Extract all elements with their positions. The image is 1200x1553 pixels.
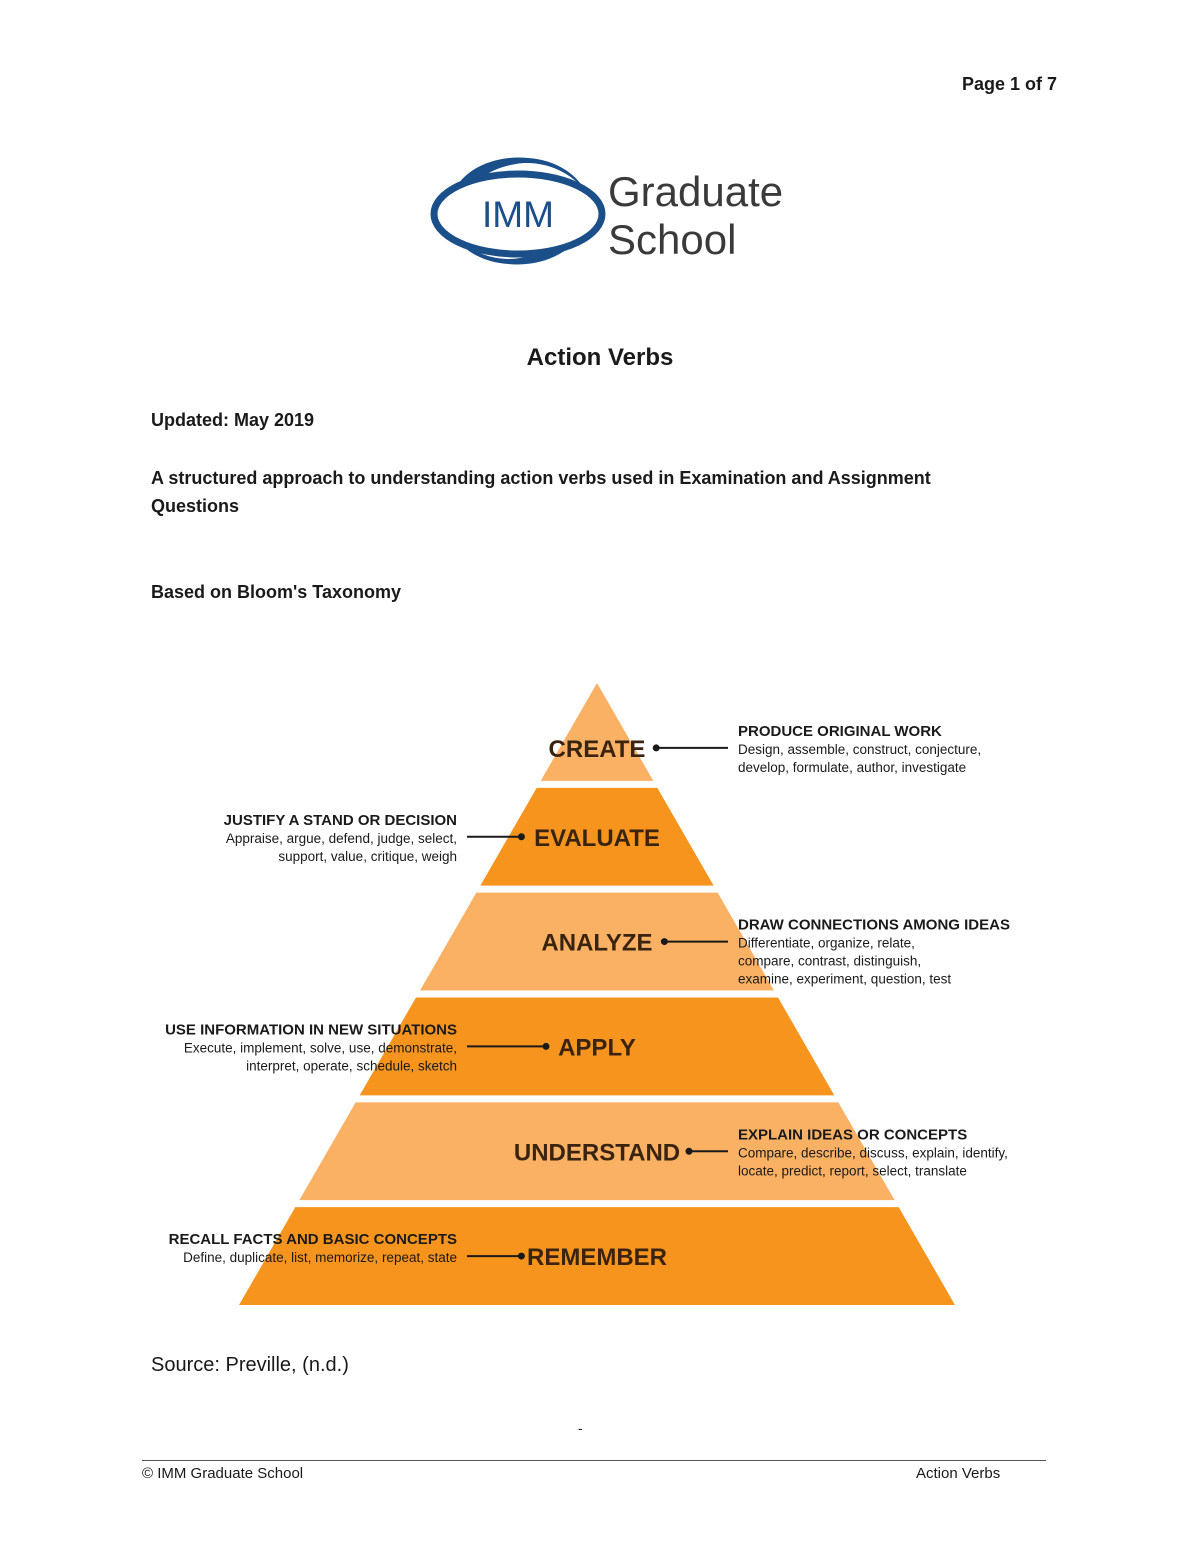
updated-date: Updated: May 2019	[151, 410, 315, 430]
level-verbs-evaluate-1: Appraise, argue, defend, judge, select,	[225, 830, 457, 846]
level-verbs-analyze-2: compare, contrast, distinguish,	[738, 953, 922, 969]
level-verbs-evaluate-2: support, value, critique, weigh	[278, 848, 457, 864]
based-on: Based on Bloom's Taxonomy	[151, 582, 401, 602]
page-prefix: Page	[962, 74, 1011, 94]
tier-label-analyze: ANALYZE	[541, 929, 653, 957]
tier-label-remember: REMEMBER	[526, 1244, 668, 1272]
level-heading-create: PRODUCE ORIGINAL WORK	[738, 722, 942, 740]
level-verbs-apply-2: interpret, operate, schedule, sketch	[246, 1058, 457, 1074]
level-verbs-understand-1: Compare, describe, discuss, explain, identify,	[738, 1145, 1008, 1161]
level-heading-understand: EXPLAIN IDEAS OR CONCEPTS	[738, 1126, 968, 1144]
logo-line1: Graduate	[608, 168, 784, 215]
level-heading-apply: USE INFORMATION IN NEW SITUATIONS	[165, 1021, 457, 1039]
connector-dot-create	[653, 744, 660, 751]
imm-logo-mark	[434, 158, 602, 265]
page-marker: -	[578, 1420, 583, 1436]
footer-doc-name: Action Verbs	[916, 1465, 1001, 1482]
imm-logo	[428, 146, 788, 276]
level-heading-analyze: DRAW CONNECTIONS AMONG IDEAS	[738, 916, 1010, 934]
logo-line2: School	[608, 216, 737, 263]
page-number	[962, 74, 1057, 95]
logo-mark-text: IMM	[482, 194, 554, 235]
level-heading-remember: RECALL FACTS AND BASIC CONCEPTS	[168, 1231, 457, 1249]
connector-dot-apply	[543, 1043, 550, 1050]
page-current: 1	[1010, 74, 1021, 94]
level-verbs-analyze-1: Differentiate, organize, relate,	[738, 935, 915, 951]
tier-label-understand: UNDERSTAND	[513, 1139, 681, 1167]
description: A structured approach to understanding action verbs used in Examination and Assignment Questions	[151, 468, 931, 516]
level-verbs-create-2: develop, formulate, author, investigate	[738, 759, 967, 775]
level-verbs-analyze-3: examine, experiment, question, test	[738, 971, 952, 987]
tier-label-apply: APPLY	[558, 1034, 636, 1062]
connector-dot-analyze	[661, 938, 668, 945]
page-of: of	[1020, 74, 1048, 94]
tier-create	[541, 683, 654, 781]
connector-dot-evaluate	[518, 833, 525, 840]
tier-label-evaluate: EVALUATE	[534, 824, 660, 852]
connector-dot-remember	[518, 1253, 525, 1260]
source-citation: Source: Preville, (n.d.)	[151, 1354, 349, 1376]
level-verbs-create-1: Design, assemble, construct, conjecture,	[738, 741, 982, 757]
document-title: Action Verbs	[526, 344, 674, 371]
level-verbs-apply-1: Execute, implement, solve, use, demonstrate,	[183, 1040, 457, 1056]
level-heading-evaluate: JUSTIFY A STAND OR DECISION	[223, 811, 457, 829]
footer-divider	[142, 1460, 1046, 1461]
page-total: 7	[1047, 74, 1058, 94]
tier-label-create: CREATE	[548, 735, 646, 763]
level-verbs-remember-1: Define, duplicate, list, memorize, repeat, state	[183, 1250, 457, 1266]
connector-dot-understand	[686, 1148, 693, 1155]
footer-copyright: © IMM Graduate School	[142, 1465, 304, 1482]
blooms-taxonomy-pyramid	[140, 680, 1060, 1310]
level-verbs-understand-2: locate, predict, report, select, translate	[738, 1163, 967, 1179]
